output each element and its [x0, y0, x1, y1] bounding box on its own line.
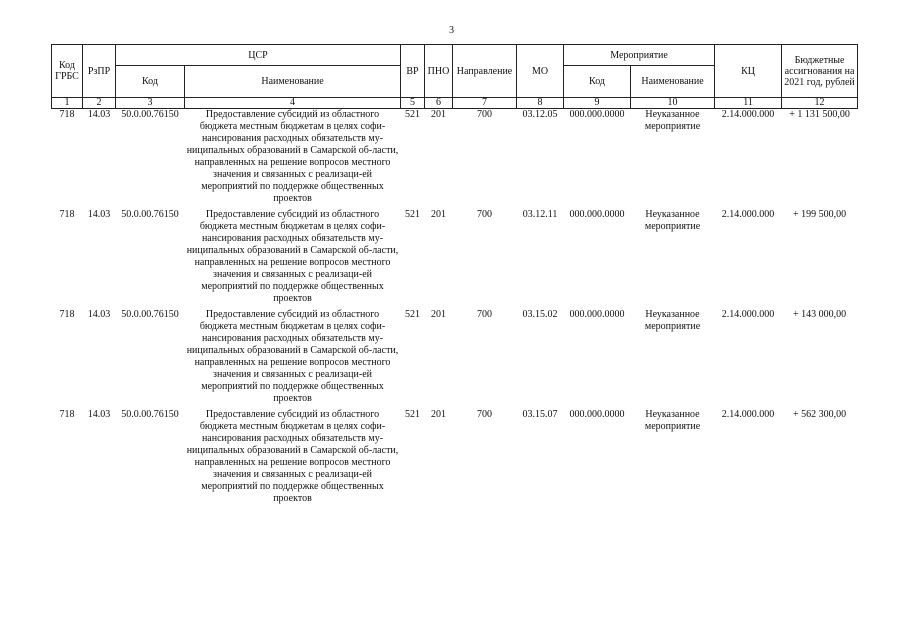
header-csr-name: Наименование [185, 66, 401, 98]
cell-csr-code: 50.0.00.76150 [121, 409, 179, 420]
header-direction: Направление [453, 45, 517, 98]
cell-csr-code: 50.0.00.76150 [121, 209, 179, 220]
column-number: 11 [715, 98, 782, 109]
cell-mo: 03.12.11 [522, 209, 558, 220]
cell-amount: + 562 300,00 [792, 409, 847, 420]
header-mo: МО [517, 45, 564, 98]
header-event-code: Код [564, 66, 631, 98]
cell-amount: + 199 500,00 [792, 209, 847, 220]
column-number: 3 [116, 98, 185, 109]
cell-event-name: Неуказанное мероприятие [644, 209, 701, 232]
budget-table [51, 44, 858, 509]
cell-event-code: 000.000.0000 [569, 109, 625, 120]
header-kc: КЦ [715, 45, 782, 98]
cell-direction: 700 [477, 309, 493, 320]
column-number: 1 [52, 98, 83, 109]
table-row [52, 209, 858, 309]
header-event: Мероприятие [564, 45, 715, 66]
cell-event-name: Неуказанное мероприятие [644, 309, 701, 332]
cell-vr: 521 [405, 309, 421, 320]
cell-grbs: 718 [59, 309, 75, 320]
column-number: 5 [401, 98, 425, 109]
cell-vr: 521 [405, 109, 421, 120]
cell-event-code: 000.000.0000 [569, 209, 625, 220]
cell-event-name: Неуказанное мероприятие [644, 409, 701, 432]
cell-grbs: 718 [59, 109, 75, 120]
cell-rzpr: 14.03 [87, 409, 111, 420]
cell-csr-name: Предоставление субсидий из областного бюджета местным бюджетам в целях софи-нансирования расходных обязательств му-ниципальных образований в Самарской об-ласти, направленных на решение вопросов местного значения и связанных с реализаци-ей мероприятий по поддержке общественных проектов [186, 409, 399, 504]
column-number: 4 [185, 98, 401, 109]
table-row [52, 409, 858, 509]
cell-amount: + 1 131 500,00 [789, 109, 850, 120]
column-number: 8 [517, 98, 564, 109]
cell-pno: 201 [431, 209, 447, 220]
cell-kc: 2.14.000.000 [721, 109, 775, 120]
cell-pno: 201 [431, 109, 447, 120]
column-number: 7 [453, 98, 517, 109]
header-vr: ВР [401, 45, 425, 98]
cell-kc: 2.14.000.000 [721, 209, 775, 220]
header-rzpr: РзПР [83, 45, 116, 98]
cell-pno: 201 [431, 309, 447, 320]
cell-mo: 03.12.05 [522, 109, 558, 120]
cell-rzpr: 14.03 [87, 209, 111, 220]
table-row [52, 309, 858, 409]
column-number: 6 [425, 98, 453, 109]
cell-mo: 03.15.02 [522, 309, 558, 320]
cell-event-code: 000.000.0000 [569, 309, 625, 320]
column-number: 9 [564, 98, 631, 109]
header-csr-code: Код [116, 66, 185, 98]
cell-grbs: 718 [59, 209, 75, 220]
header-budget: Бюджетные ассигнования на 2021 год, рублей [782, 45, 858, 98]
cell-vr: 521 [405, 209, 421, 220]
cell-csr-name: Предоставление субсидий из областного бюджета местным бюджетам в целях софи-нансирования расходных обязательств му-ниципальных образований в Самарской об-ласти, направленных на решение вопросов местного значения и связанных с реализаци-ей мероприятий по поддержке общественных проектов [186, 209, 399, 304]
cell-csr-code: 50.0.00.76150 [121, 109, 179, 120]
cell-direction: 700 [477, 209, 493, 220]
cell-vr: 521 [405, 409, 421, 420]
cell-direction: 700 [477, 409, 493, 420]
cell-rzpr: 14.03 [87, 309, 111, 320]
cell-kc: 2.14.000.000 [721, 409, 775, 420]
header-event-name: Наименование [631, 66, 715, 98]
table-row [52, 109, 858, 210]
column-number: 10 [631, 98, 715, 109]
column-number-row [52, 98, 858, 109]
column-number: 2 [83, 98, 116, 109]
cell-csr-name: Предоставление субсидий из областного бюджета местным бюджетам в целях софи-нансирования расходных обязательств му-ниципальных образований в Самарской об-ласти, направленных на решение вопросов местного значения и связанных с реализаци-ей мероприятий по поддержке общественных проектов [186, 109, 399, 204]
cell-rzpr: 14.03 [87, 109, 111, 120]
cell-kc: 2.14.000.000 [721, 309, 775, 320]
cell-event-name: Неуказанное мероприятие [644, 109, 701, 132]
cell-csr-code: 50.0.00.76150 [121, 309, 179, 320]
header-row [52, 45, 858, 66]
cell-pno: 201 [431, 409, 447, 420]
header-pno: ПНО [425, 45, 453, 98]
header-csr: ЦСР [116, 45, 401, 66]
header-grbs: Код ГРБС [52, 45, 83, 98]
page-number: 3 [449, 25, 454, 36]
cell-mo: 03.15.07 [522, 409, 558, 420]
cell-event-code: 000.000.0000 [569, 409, 625, 420]
cell-amount: + 143 000,00 [792, 309, 847, 320]
cell-csr-name: Предоставление субсидий из областного бюджета местным бюджетам в целях софи-нансирования расходных обязательств му-ниципальных образований в Самарской об-ласти, направленных на решение вопросов местного значения и связанных с реализаци-ей мероприятий по поддержке общественных проектов [186, 309, 399, 404]
column-number: 12 [782, 98, 858, 109]
cell-direction: 700 [477, 109, 493, 120]
cell-grbs: 718 [59, 409, 75, 420]
